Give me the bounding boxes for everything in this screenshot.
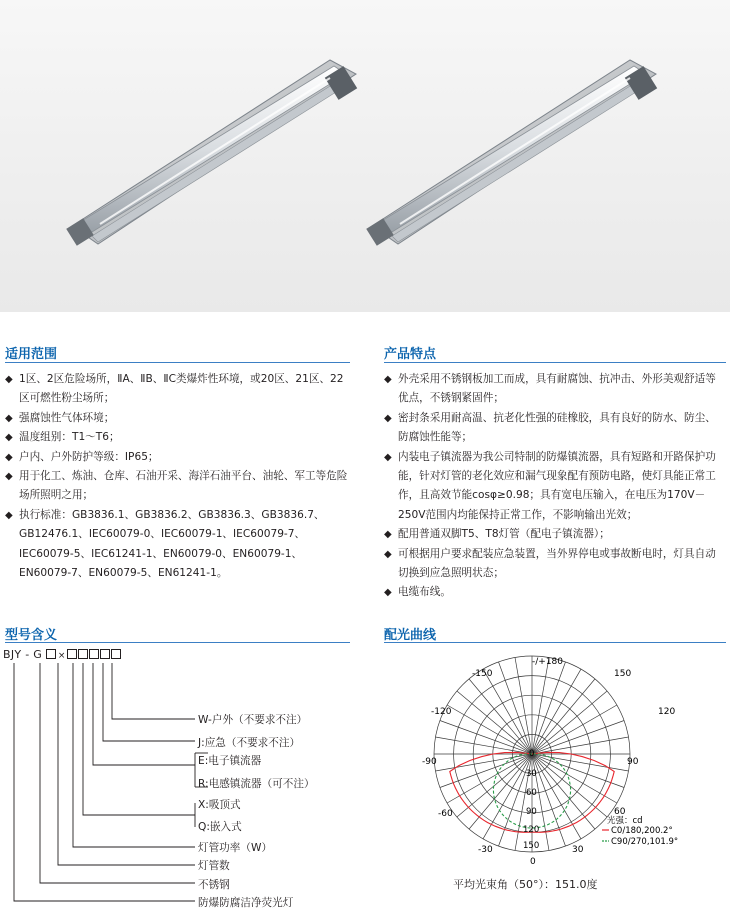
feature-item: ◆ 外壳采用不锈钢板加工而成，具有耐腐蚀、抗冲击、外形美观舒适等优点，不锈钢紧固件；: [384, 370, 726, 409]
radial-label: 0: [529, 749, 535, 759]
radial-label: 30: [526, 769, 537, 779]
model-label-stainless: 不锈钢: [198, 879, 230, 891]
model-label-lamp-count: 灯管数: [198, 860, 230, 872]
angle-label-neg30: -30: [478, 845, 493, 855]
radial-label: 90: [526, 807, 537, 817]
scope-title: 适用范围: [5, 347, 58, 362]
legend-unit: 光强：cd: [607, 816, 643, 826]
fluorescent-lamp-illustration: [0, 0, 730, 312]
feature-item: ◆ 可根据用户要求配装应急装置，当外界停电或事故断电时，灯具自动切换到应急照明状态；: [384, 545, 726, 584]
features-divider: [384, 362, 726, 363]
angle-label-neg90: -90: [422, 757, 437, 767]
angle-label-neg150: -150: [472, 669, 493, 679]
curve-title: 配光曲线: [384, 628, 437, 643]
model-label-wattage: 灯管功率（W）: [198, 842, 273, 854]
angle-label-30: 30: [572, 845, 584, 855]
feature-item: ◆ 电缆布线。: [384, 583, 726, 602]
model-title: 型号含义: [5, 628, 58, 643]
scope-item: ◆ 执行标准：GB3836.1、GB3836.2、GB3836.3、GB3836.7、GB12476.1、IEC60079-0、IEC60079-1、IEC60079-7、IEC60079-5、IEC61241-1、EN60079-0、EN60079-1、EN60079-7、EN60079-5、EN61241-1。: [5, 506, 350, 584]
angle-label-150: 150: [614, 669, 632, 679]
model-label-w: W-户外（不要求不注）: [198, 714, 308, 726]
angle-label-180: -/+180: [532, 657, 563, 667]
curve-divider: [384, 642, 726, 643]
scope-item: ◆ 用于化工、炼油、仓库、石油开采、海洋石油平台、油轮、军工等危险场所照明之用；: [5, 467, 350, 506]
radial-label: 150: [523, 841, 540, 851]
legend-c0: C0/180,200.2°: [611, 826, 673, 836]
scope-item: ◆ 强腐蚀性气体环境；: [5, 409, 350, 428]
angle-label-90: 90: [627, 757, 639, 767]
features-list: [384, 370, 726, 603]
feature-item: ◆ 密封条采用耐高温、抗老化性强的硅橡胶，具有良好的防水、防尘、防腐蚀性能等；: [384, 409, 726, 448]
beam-angle-caption: 平均光束角（50°）：151.0度: [453, 878, 598, 891]
feature-item: ◆ 内装电子镇流器为我公司特制的防爆镇流器，具有短路和开路保护功能，针对灯管的老化效应和漏气现象配有预防电路，使灯具能正常工作，且高效节能cosφ≥0.98；具有宽电压输入，在电压为170V－250V范围内均能保持正常工作，不影响输出光效；: [384, 448, 726, 526]
legend-c90: C90/270,101.9°: [611, 837, 679, 847]
product-photo-area: [0, 0, 730, 312]
light-distribution-diagram: [414, 650, 704, 876]
radial-label: 120: [523, 825, 540, 835]
angle-label-neg120: -120: [431, 707, 452, 717]
lamp-left: [66, 60, 357, 246]
features-title: 产品特点: [384, 347, 437, 362]
angle-label-120: 120: [658, 707, 676, 717]
feature-item: ◆ 配用普通双脚T5、T8灯管（配电子镇流器）；: [384, 525, 726, 544]
angle-label-0: 0: [530, 857, 536, 867]
scope-divider: [5, 362, 350, 363]
model-divider: [5, 642, 350, 643]
model-code-prefix: BJY - G: [3, 648, 43, 661]
lamp-right: [366, 60, 657, 246]
model-label-j: J:应急（不要求不注）: [198, 737, 301, 749]
model-label-e: E:电子镇流器: [198, 755, 262, 767]
model-label-x: X:吸顶式: [198, 799, 241, 811]
model-label-type: 防爆防腐洁净荧光灯: [198, 897, 294, 909]
angle-label-60: 60: [614, 807, 626, 817]
model-label-q: Q:嵌入式: [198, 821, 242, 833]
scope-item: ◆ 温度组别：T1～T6；: [5, 428, 350, 447]
scope-item: ◆ 户内、户外防护等级：IP65；: [5, 448, 350, 467]
scope-list: [5, 370, 350, 583]
radial-label: 60: [526, 788, 537, 798]
model-label-r: R:电感镇流器（可不注）: [198, 778, 315, 790]
angle-label-neg60: -60: [438, 809, 453, 819]
model-code-cross: ×: [57, 651, 66, 661]
scope-item: ◆ 1区、2区危险场所，ⅡA、ⅡB、ⅡC类爆炸性环境，或20区、21区、22区可燃性粉尘场所；: [5, 370, 350, 409]
